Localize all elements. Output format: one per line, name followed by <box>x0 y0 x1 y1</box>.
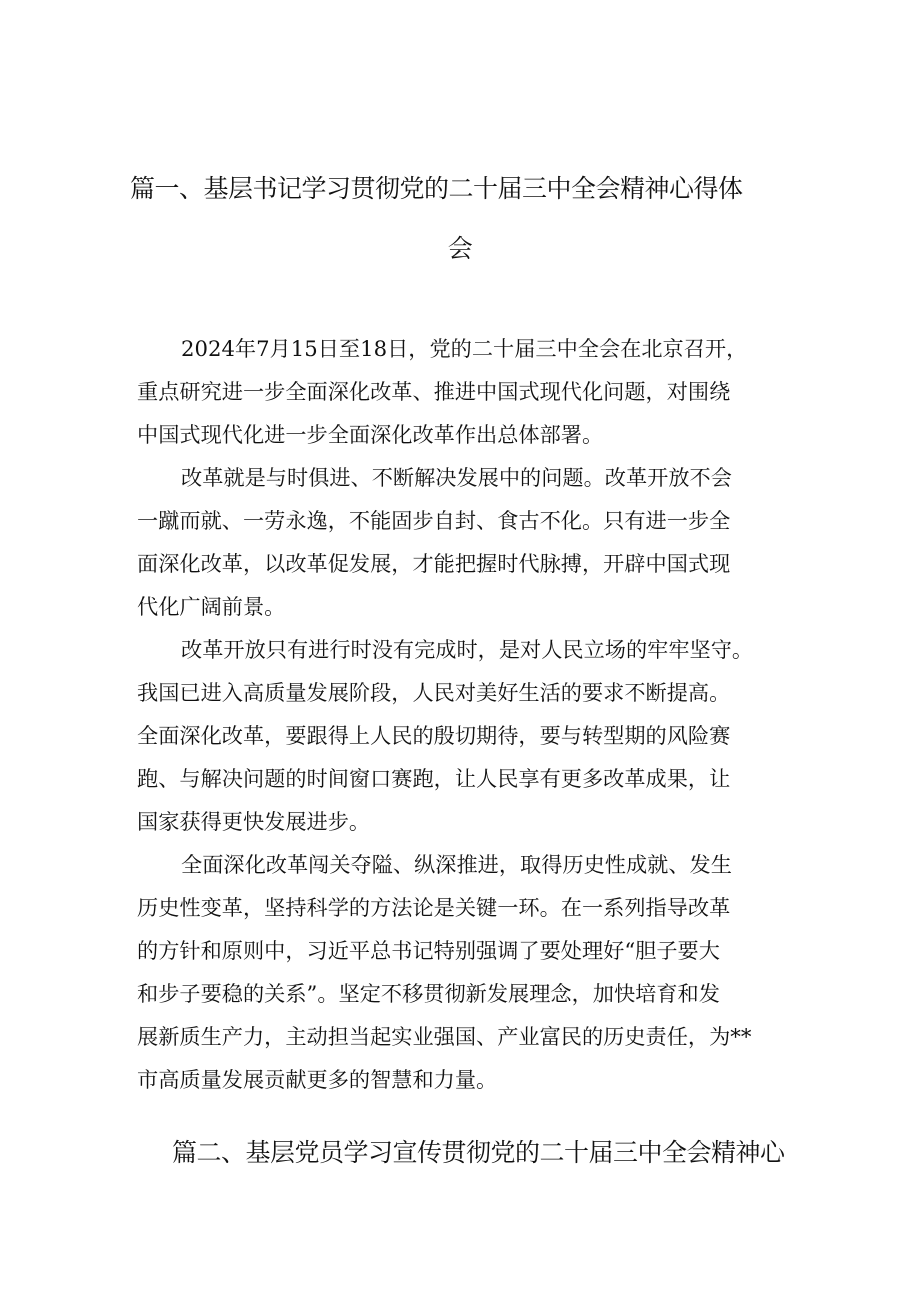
paragraph-4 <box>137 843 787 1101</box>
paragraph-2 <box>137 456 787 628</box>
paragraph-4-line: 的方针和原则中，习近平总书记特别强调了要处理好“胆子要大 <box>137 938 720 963</box>
paragraph-2-line: 面深化改革，以改革促发展，才能把握时代脉搏，开辟中国式现 <box>137 551 731 576</box>
paragraph-3-line: 改革开放只有进行时没有完成时，是对人民立场的牢牢坚守。 <box>181 637 754 662</box>
paragraph-4-line: 全面深化改革闯关夺隘、纵深推进，取得历史性成就、发生 <box>181 852 732 877</box>
paragraph-2-line: 代化广阔前景。 <box>137 594 286 619</box>
paragraph-1-line: 中国式现代化进一步全面深化改革作出总体部署。 <box>137 422 604 447</box>
article-1-title-line-2: 会 <box>447 234 473 263</box>
article-1-title-line-1: 篇一、基层书记学习贯彻党的二十届三中全会精神心得体 <box>130 174 743 203</box>
paragraph-4-line: 展新质生产力，主动担当起实业强国、产业富民的历史责任，为** <box>137 1024 752 1049</box>
paragraph-3-line: 国家获得更快发展进步。 <box>137 809 371 834</box>
article-2-title: 篇二、基层党员学习宣传贯彻党的二十届三中全会精神心 <box>172 1138 785 1167</box>
paragraph-4-line: 历史性变革，坚持科学的方法论是关键一环。在一系列指导改革 <box>137 895 731 920</box>
paragraph-4-line: 和步子要稳的关系”。坚定不移贯彻新发展理念，加快培育和发 <box>137 981 720 1006</box>
paragraph-3 <box>137 628 787 843</box>
paragraph-3-line: 跑、与解决问题的时间窗口赛跑，让人民享有更多改革成果，让 <box>137 766 731 791</box>
paragraph-1 <box>137 327 787 456</box>
paragraph-2-line: 一蹴而就、一劳永逸，不能固步自封、食古不化。只有进一步全 <box>137 508 731 533</box>
paragraph-1-line: 2024年7月15日至18日，党的二十届三中全会在北京召开， <box>181 336 748 361</box>
paragraph-3-line: 全面深化改革，要跟得上人民的殷切期待，要与转型期的风险赛 <box>137 723 731 748</box>
paragraph-2-line: 改革就是与时俱进、不断解决发展中的问题。改革开放不会 <box>181 465 732 490</box>
paragraph-1-line: 重点研究进一步全面深化改革、推进中国式现代化问题，对围绕 <box>137 379 731 404</box>
paragraph-4-line: 市高质量发展贡献更多的智慧和力量。 <box>137 1067 498 1092</box>
paragraph-3-line: 我国已进入高质量发展阶段，人民对美好生活的要求不断提高。 <box>137 680 731 705</box>
